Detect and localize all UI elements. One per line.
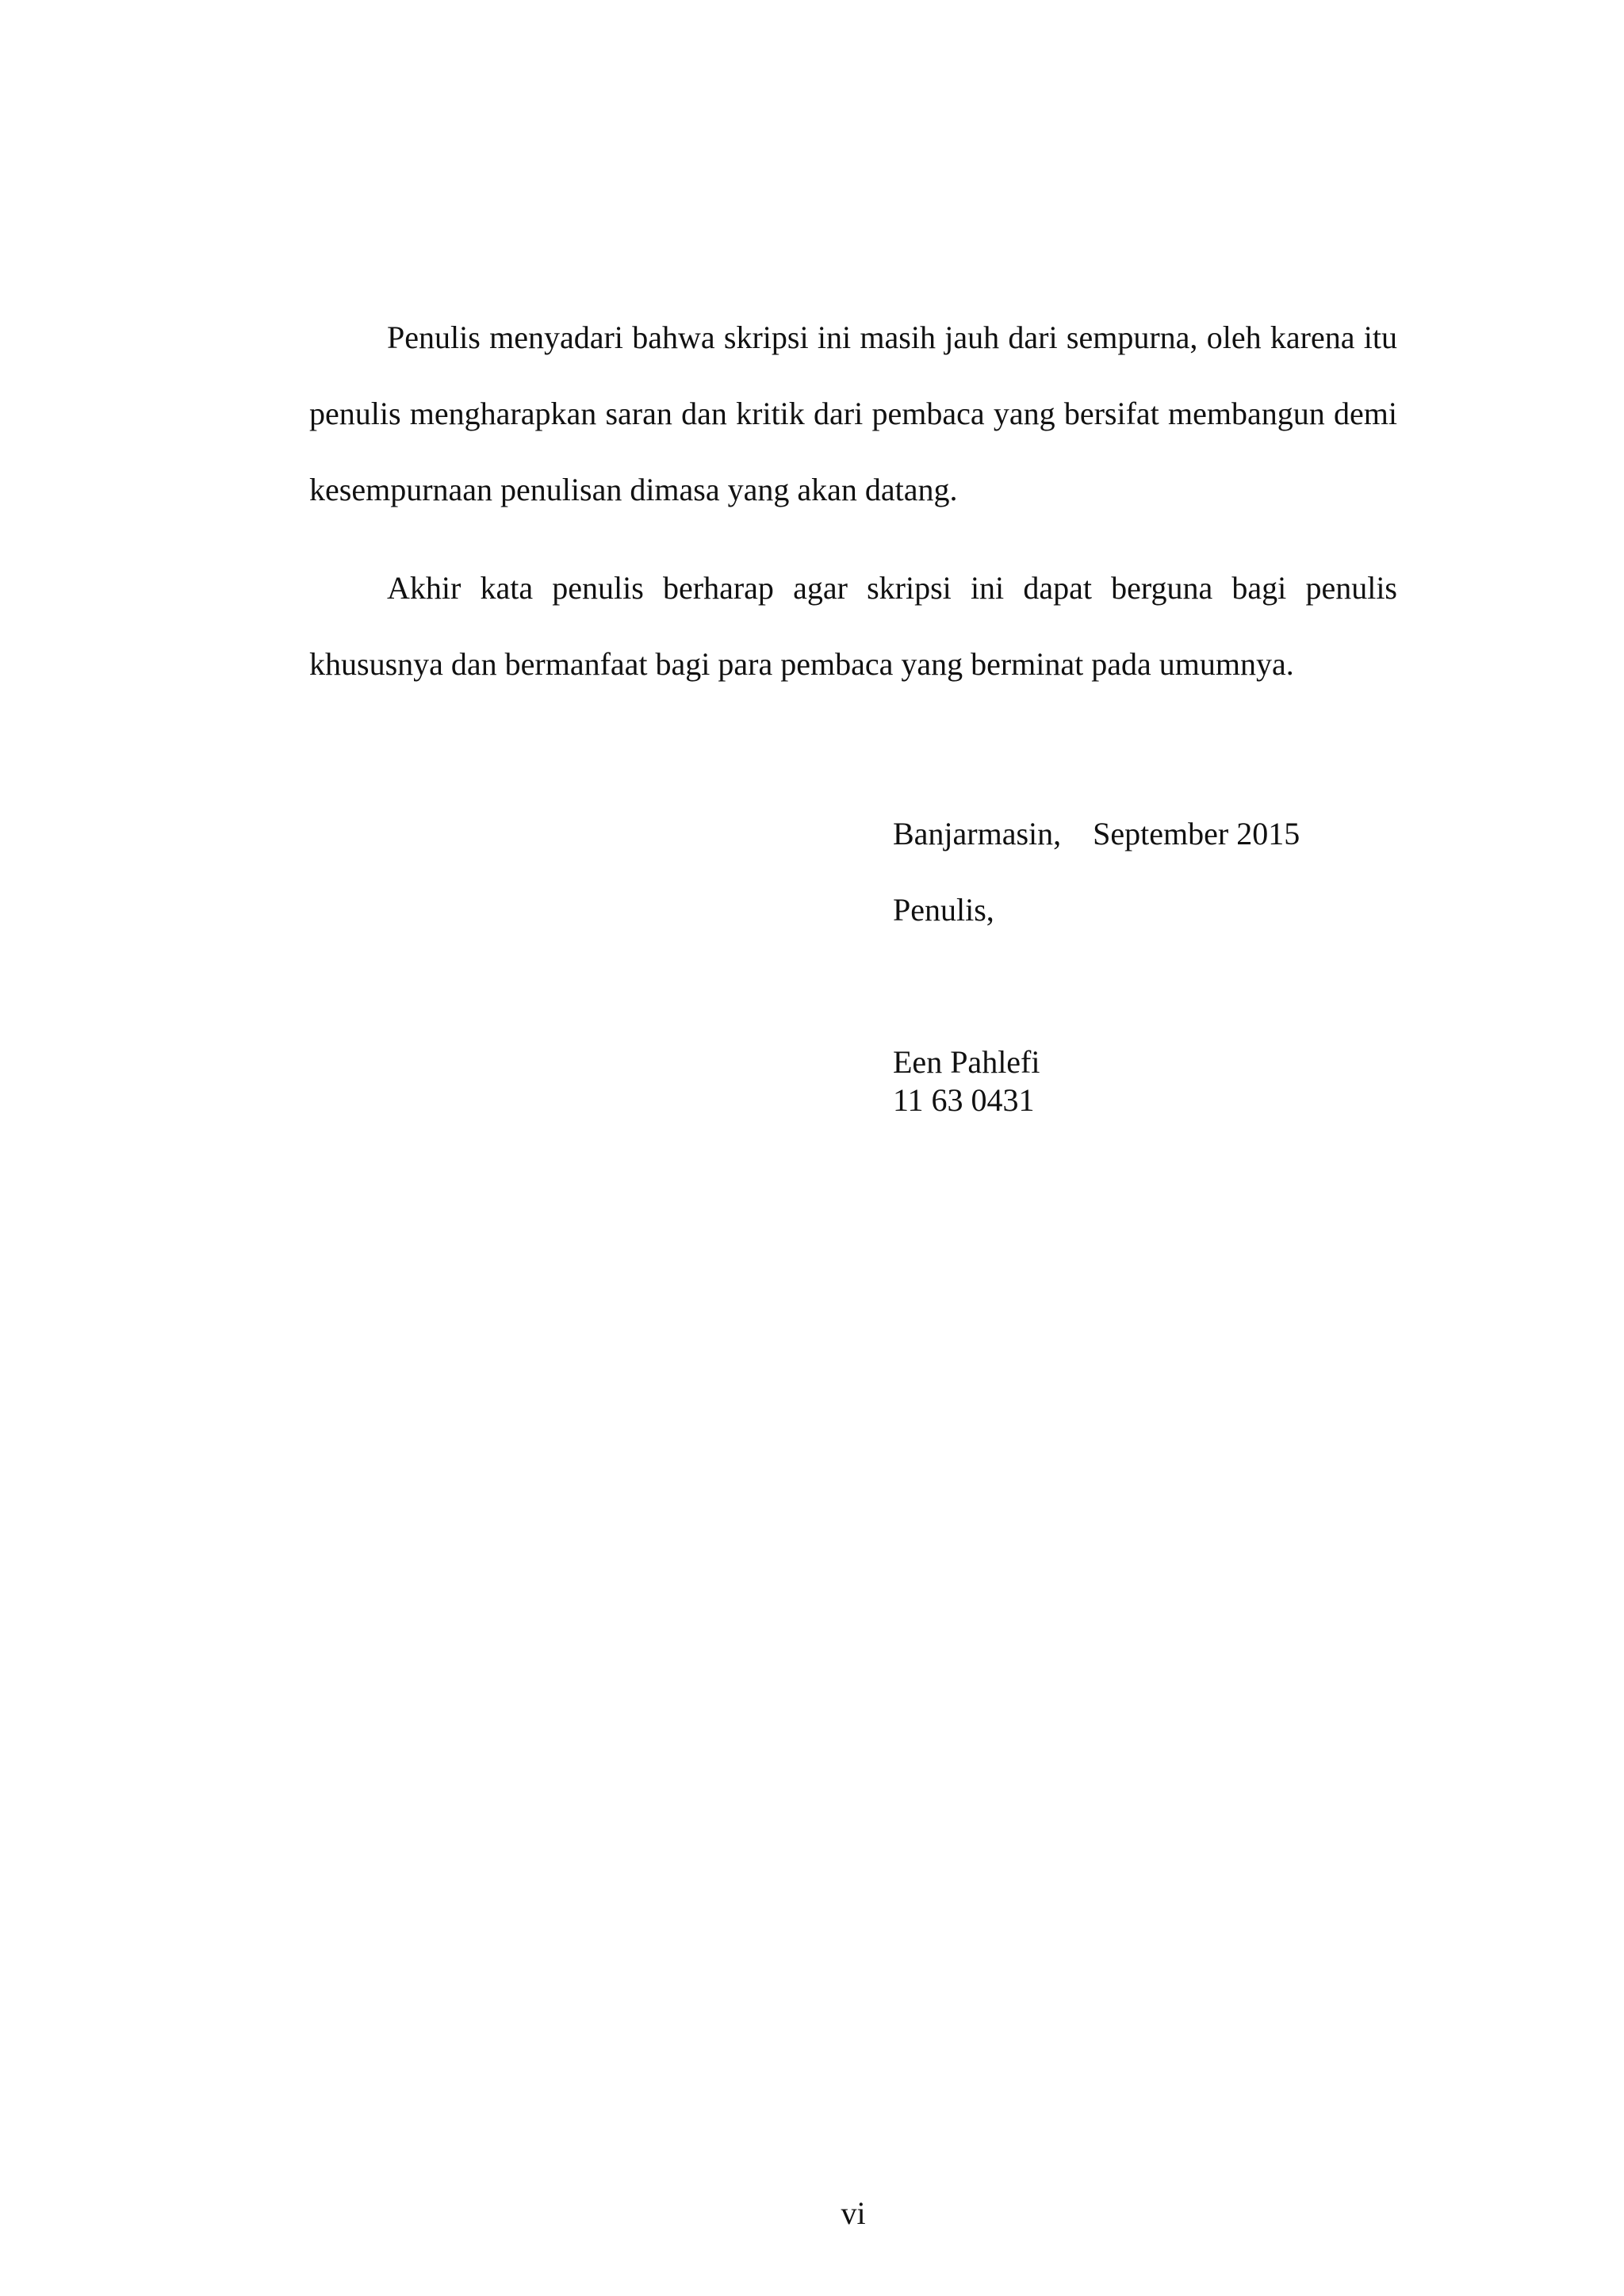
body-text [309, 300, 1397, 702]
signature-student-id: 11 63 0431 [893, 1082, 1035, 1118]
page-number: vi [841, 2195, 866, 2231]
signature-place-date: Banjarmasin, September 2015 [893, 816, 1300, 851]
signature-name: Een Pahlefi [893, 1044, 1040, 1080]
paragraph-final-words: Akhir kata penulis berharap agar skripsi ini dapat berguna bagi penulis khususnya dan bermanfaat bagi para pembaca yang berminat pada umumnya. [309, 570, 1397, 682]
signature-role: Penulis, [893, 892, 994, 928]
paragraph-closing-remarks: Penulis menyadari bahwa skripsi ini masih jauh dari sempurna, oleh karena itu penulis mengharapkan saran dan kritik dari pembaca yang bersifat membangun demi kesempurnaan penulisan dimasa yang akan datang. [309, 320, 1397, 507]
